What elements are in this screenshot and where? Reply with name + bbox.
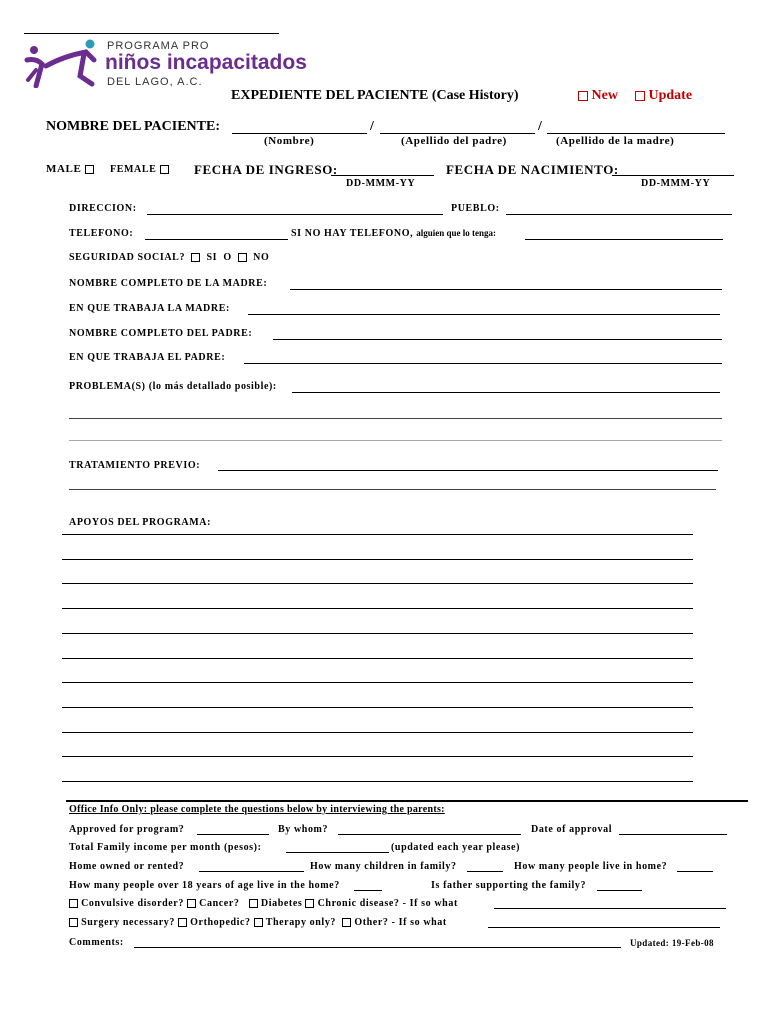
logo-line2: niños incapacitados [105, 51, 307, 74]
telefono-field[interactable] [145, 239, 288, 240]
problemas-line-2[interactable] [69, 418, 722, 419]
father-field[interactable] [597, 890, 642, 891]
female-label: FEMALE [110, 164, 157, 175]
padre-nombre-field[interactable] [273, 339, 722, 340]
comments-label: Comments: [69, 937, 124, 948]
income-field[interactable] [286, 852, 389, 853]
ingreso-date-format: DD-MMM-YY [346, 178, 416, 189]
fecha-nacimiento-field[interactable] [612, 175, 734, 176]
people-home-label: How many people live in home? [514, 861, 668, 872]
apoyos-line[interactable] [62, 633, 693, 634]
madre-trabajo-field[interactable] [248, 314, 720, 315]
office-divider [66, 800, 748, 802]
logo-line3: DEL LAGO, A.C. [107, 76, 203, 88]
male-label: MALE [46, 163, 82, 175]
sub-apellido-madre: (Apellido de la madre) [556, 135, 675, 147]
nacimiento-date-format: DD-MMM-YY [641, 178, 711, 189]
female-checkbox[interactable] [160, 165, 169, 174]
apoyos-line[interactable] [62, 682, 693, 683]
children-label: How many children in family? [310, 861, 457, 872]
convulsive-checkbox[interactable] [69, 899, 78, 908]
apoyos-line[interactable] [62, 559, 693, 560]
date-approval-label: Date of approval [531, 824, 613, 835]
si-no-hay-text: SI NO HAY TELEFONO, [291, 228, 414, 239]
problemas-line-3[interactable] [69, 440, 722, 441]
male-checkbox[interactable] [85, 165, 94, 174]
nombre-field[interactable] [232, 133, 367, 134]
tratamiento-field[interactable] [218, 470, 718, 471]
other-label: Other? - If so what [354, 917, 447, 928]
approved-field[interactable] [197, 834, 269, 835]
surgery-checkbox[interactable] [69, 918, 78, 927]
by-whom-field[interactable] [338, 834, 521, 835]
over18-field[interactable] [354, 890, 382, 891]
patient-name-label: NOMBRE DEL PACIENTE: [46, 119, 220, 134]
o-label: O [223, 252, 232, 263]
tratamiento-line-2[interactable] [69, 489, 716, 490]
telefono-alternativo-field[interactable] [525, 239, 723, 240]
updated-date: Updated: 19-Feb-08 [630, 938, 714, 948]
si-label: SI [206, 252, 218, 263]
therapy-label: Therapy only? [265, 917, 337, 928]
update-option[interactable] [635, 88, 692, 104]
conditions-row-2 [69, 917, 447, 928]
office-heading: Office Info Only: please complete the questions below by interviewing the parents: [69, 804, 445, 815]
income-label: Total Family income per month (pesos): [69, 842, 262, 853]
female-option[interactable] [110, 164, 169, 175]
apoyos-line[interactable] [62, 756, 693, 757]
sub-nombre: (Nombre) [264, 135, 315, 147]
direccion-field[interactable] [147, 214, 443, 215]
seguridad-social-row [69, 252, 269, 263]
fecha-ingreso-label: FECHA DE INGRESO: [194, 162, 338, 177]
padre-trabajo-label: EN QUE TRABAJA EL PADRE: [69, 352, 226, 363]
logo-top-rule [24, 33, 279, 34]
slash-1: / [370, 119, 374, 134]
problemas-label: PROBLEMA(S) (lo más detallado posible): [69, 381, 277, 392]
apoyos-line[interactable] [62, 781, 693, 782]
approved-label: Approved for program? [69, 824, 185, 835]
direccion-label: DIRECCION: [69, 203, 137, 214]
by-whom-label: By whom? [278, 824, 329, 835]
cancer-checkbox[interactable] [187, 899, 196, 908]
madre-nombre-field[interactable] [290, 289, 722, 290]
convulsive-label: Convulsive disorder? [81, 898, 184, 909]
apellido-madre-field[interactable] [547, 133, 725, 134]
update-label: Update [648, 88, 693, 103]
over18-label: How many people over 18 years of age live in the home? [69, 880, 340, 891]
new-label: New [591, 88, 618, 103]
father-label: Is father supporting the family? [431, 880, 587, 891]
people-figures-icon [24, 38, 100, 88]
home-label: Home owned or rented? [69, 861, 185, 872]
diabetes-checkbox[interactable] [249, 899, 258, 908]
new-checkbox[interactable] [578, 91, 588, 101]
apoyos-line[interactable] [62, 732, 693, 733]
therapy-checkbox[interactable] [254, 918, 263, 927]
sub-apellido-padre: (Apellido del padre) [401, 135, 507, 147]
pueblo-field[interactable] [506, 214, 732, 215]
orthopedic-label: Orthopedic? [190, 917, 251, 928]
logo-line1: PROGRAMA PRO [107, 40, 210, 52]
apoyos-label: APOYOS DEL PROGRAMA: [69, 517, 211, 528]
fecha-nacimiento-label: FECHA DE NACIMIENTO: [446, 162, 619, 177]
no-label: NO [253, 252, 270, 263]
padre-trabajo-field[interactable] [244, 363, 722, 364]
alguien-text: alguien que lo tenga: [416, 228, 497, 238]
orthopedic-checkbox[interactable] [178, 918, 187, 927]
chronic-field[interactable] [494, 908, 726, 909]
si-checkbox[interactable] [191, 253, 200, 262]
male-option[interactable] [46, 163, 94, 175]
apoyos-line[interactable] [62, 534, 693, 535]
no-checkbox[interactable] [238, 253, 247, 262]
apellido-padre-field[interactable] [380, 133, 535, 134]
updated-each-year-label: (updated each year please) [391, 842, 521, 853]
other-checkbox[interactable] [342, 918, 351, 927]
fecha-ingreso-field[interactable] [331, 175, 434, 176]
date-approval-field[interactable] [619, 834, 727, 835]
madre-nombre-label: NOMBRE COMPLETO DE LA MADRE: [69, 278, 268, 289]
new-option[interactable] [578, 88, 618, 104]
apoyos-line[interactable] [62, 583, 693, 584]
madre-trabajo-label: EN QUE TRABAJA LA MADRE: [69, 303, 230, 314]
problemas-field[interactable] [292, 392, 720, 393]
cancer-label: Cancer? [199, 898, 240, 909]
chronic-label: Chronic disease? - If so what [317, 898, 458, 909]
tratamiento-label: TRATAMIENTO PREVIO: [69, 460, 201, 471]
apoyos-line[interactable] [62, 608, 693, 609]
conditions-row-1 [69, 898, 458, 909]
update-checkbox[interactable] [635, 91, 645, 101]
apoyos-line[interactable] [62, 658, 693, 659]
seguridad-social-label: SEGURIDAD SOCIAL? [69, 252, 186, 263]
comments-field[interactable] [134, 947, 621, 948]
apoyos-line[interactable] [62, 707, 693, 708]
si-no-hay-label [291, 228, 496, 239]
chronic-checkbox[interactable] [305, 899, 314, 908]
padre-nombre-label: NOMBRE COMPLETO DEL PADRE: [69, 328, 253, 339]
page-title: EXPEDIENTE DEL PACIENTE (Case History) [231, 88, 519, 103]
diabetes-label: Diabetes [260, 898, 303, 909]
pueblo-label: PUEBLO: [451, 203, 500, 214]
home-field[interactable] [199, 871, 304, 872]
slash-2: / [538, 119, 542, 134]
surgery-label: Surgery necessary? [81, 917, 175, 928]
other-field[interactable] [488, 927, 720, 928]
children-field[interactable] [467, 871, 503, 872]
people-home-field[interactable] [677, 871, 713, 872]
telefono-label: TELEFONO: [69, 228, 134, 239]
